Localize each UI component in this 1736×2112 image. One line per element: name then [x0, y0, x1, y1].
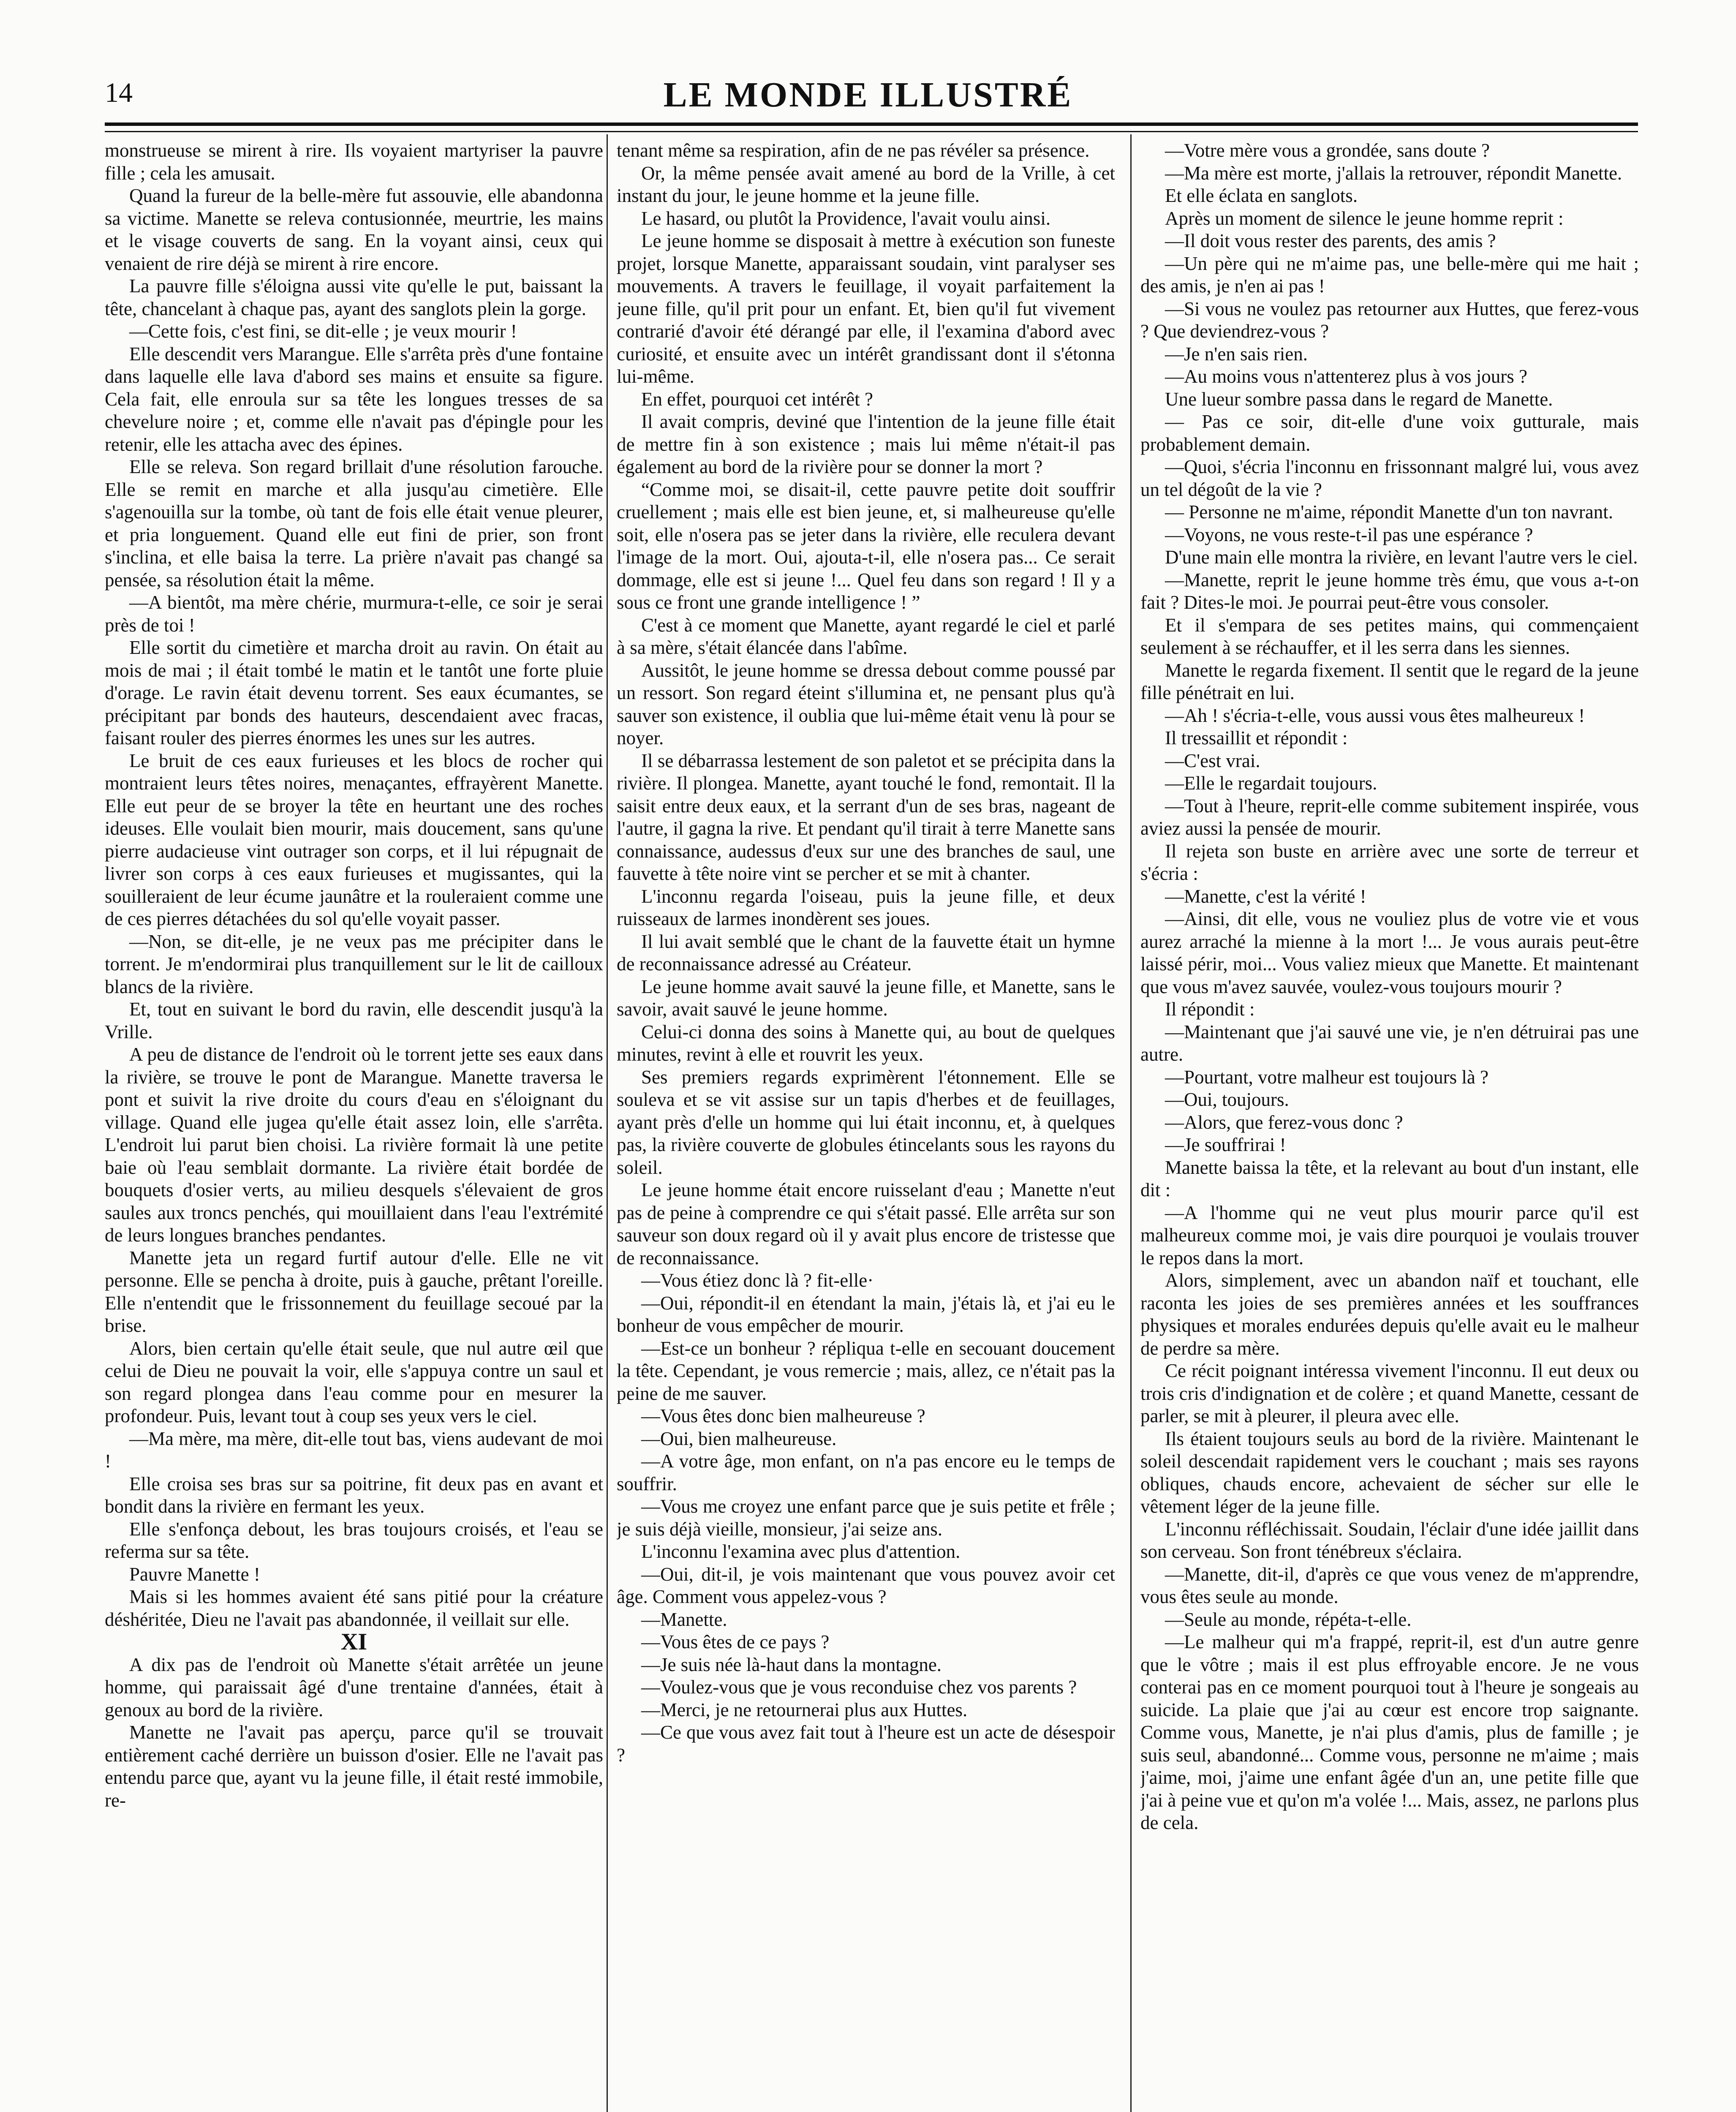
- paragraph: Ce récit poignant intéressa vivement l'inconnu. Il eut deux ou trois cris d'indignation et de colère ; et quand Manette, cessant de parler, se mit à pleurer, il pleura avec elle.: [1140, 1360, 1639, 1426]
- paragraph: —Oui, toujours.: [1165, 1089, 1289, 1110]
- header-rule: [105, 122, 1638, 126]
- text-column-3: [1140, 139, 1639, 2112]
- paragraph: Or, la même pensée avait amené au bord de la Vrille, à cet instant du jour, le jeune homme et la jeune fille.: [617, 162, 1115, 206]
- paragraph: —Manette, reprit le jeune homme très ému, que vous a-t-on fait ? Dites-le moi. Je pourrai peut-être vous consoler.: [1140, 569, 1639, 613]
- paragraph: —Alors, que ferez-vous donc ?: [1165, 1111, 1403, 1133]
- paragraph: Le bruit de ces eaux furieuses et les blocs de rocher qui montraient leurs têtes noires, menaçantes, effrayèrent Manette. Elle eut peur de se broyer la tête en heurtant une des roches ideuses. Elle voulait bien mourir, mais doucement, sans qu'une pierre audacieuse vint outrager son corps, et il lui répugnait de livrer son corps à ces eaux furieuses et mugissantes, qui la souilleraient de leur écume jaunâtre et la rouleraient comme une de ces pierres détachées du sol qu'elle voyait passer.: [105, 750, 603, 929]
- paragraph: Il répondit :: [1165, 999, 1255, 1020]
- paragraph: A dix pas de l'endroit où Manette s'était arrêtée un jeune homme, qui paraissait âgé d'une trentaine d'années, était à genoux au bord de la rivière.: [105, 1654, 603, 1720]
- paragraph: Il avait compris, deviné que l'intention de la jeune fille était de mettre fin à son existence ; mais lui même n'était-il pas également au bord de la rivière pour se donner la mort ?: [617, 411, 1115, 477]
- paragraph: —C'est vrai.: [1165, 750, 1260, 771]
- paragraph: —Maintenant que j'ai sauvé une vie, je n'en détruirai pas une autre.: [1140, 1021, 1639, 1065]
- paragraph: —Merci, je ne retournerai plus aux Huttes.: [641, 1699, 968, 1720]
- paragraph: —Ma mère, ma mère, dit-elle tout bas, viens audevant de moi !: [105, 1428, 603, 1472]
- paragraph: Mais si les hommes avaient été sans pitié pour la créature déshéritée, Dieu ne l'avait pas abandonnée, il veillait sur elle.: [105, 1586, 603, 1630]
- paragraph: Elle s'enfonça debout, les bras toujours croisés, et l'eau se referma sur sa tête.: [105, 1518, 603, 1562]
- paragraph: Le jeune homme avait sauvé la jeune fille, et Manette, sans le savoir, avait sauvé le jeune homme.: [617, 976, 1115, 1020]
- paragraph: “Comme moi, se disait-il, cette pauvre petite doit souffrir cruellement ; mais elle est bien jeune, et, si malheureuse qu'elle soit, elle n'osera pas se jeter dans la rivière, elle reculera devant l'image de la mort. Oui, ajouta-t-il, elle n'osera pas... Ce serait dommage, elle est si jeune !... Quel feu dans son regard ! Il y a sous ce front une grande intelligence ! ”: [617, 479, 1115, 613]
- paragraph: —A bientôt, ma mère chérie, murmura-t-elle, ce soir je serai près de toi !: [105, 592, 603, 636]
- paragraph: — Pas ce soir, dit-elle d'une voix gutturale, mais probablement demain.: [1140, 411, 1639, 455]
- paragraph: —Le malheur qui m'a frappé, reprit-il, est d'un autre genre que le vôtre ; mais il est plus effroyable encore. Je ne vous conterai pas en ce moment pourquoi tout à l'heure je songeais au suicide. La plaie que j'ai au cœur est encore trop saignante. Comme vous, Manette, je n'ai plus d'amis, plus de famille ; je suis seul, abandonné... Comme vous, personne ne m'aime ; mais j'aime, moi, j'aime une enfant âgée d'un an, une petite fille que j'ai à peine vue et qu'on m'a volée !... Mais, assez, ne parlons plus de cela.: [1140, 1631, 1639, 1833]
- paragraph: Et, tout en suivant le bord du ravin, elle descendit jusqu'à la Vrille.: [105, 999, 603, 1042]
- paragraph: Celui-ci donna des soins à Manette qui, au bout de quelques minutes, revint à elle et rouvrit les yeux.: [617, 1021, 1115, 1065]
- paragraph: —Quoi, s'écria l'inconnu en frissonnant malgré lui, vous avez un tel dégoût de la vie ?: [1140, 456, 1639, 500]
- paragraph: Manette le regarda fixement. Il sentit que le regard de la jeune fille pénétrait en lui.: [1140, 659, 1639, 703]
- paragraph: —Au moins vous n'attenterez plus à vos jours ?: [1165, 366, 1527, 387]
- paragraph: Elle sortit du cimetière et marcha droit au ravin. On était au mois de mai ; il était tombé le matin et le tantôt une forte pluie d'orage. Le ravin était devenu torrent. Ses eaux écumantes, se précipitant par bonds des hauteurs, descendaient avec fracas, faisant rouler des pierres énormes les unes sur les autres.: [105, 637, 603, 748]
- paragraph: Manette ne l'avait pas aperçu, parce qu'il se trouvait entièrement caché derrière un buisson d'osier. Elle ne l'avait pas entendu parce que, ayant vu la jeune fille, il était resté immobile, re-: [105, 1722, 603, 1811]
- paragraph: —Un père qui ne m'aime pas, une belle-mère qui me hait ; des amis, je n'en ai pas !: [1140, 253, 1639, 297]
- paragraph: Elle croisa ses bras sur sa poitrine, fit deux pas en avant et bondit dans la rivière en fermant les yeux.: [105, 1473, 603, 1517]
- paragraph: D'une main elle montra la rivière, en levant l'autre vers le ciel.: [1165, 547, 1638, 568]
- paragraph: —Voulez-vous que je vous reconduise chez vos parents ?: [641, 1677, 1077, 1698]
- paragraph: —Manette, c'est la vérité !: [1165, 885, 1366, 907]
- text-column-1: [105, 139, 603, 2112]
- paragraph: Aussitôt, le jeune homme se dressa debout comme poussé par un ressort. Son regard éteint s'illumina et, ne pensant plus qu'à sauver son existence, il oublia que lui-même était venu là pour se noyer.: [617, 659, 1115, 748]
- paragraph: —Il doit vous rester des parents, des amis ?: [1165, 230, 1496, 251]
- page-number: 14: [105, 77, 133, 108]
- paragraph: Elle descendit vers Marangue. Elle s'arrêta près d'une fontaine dans laquelle elle lava d'abord ses mains et ensuite sa figure. Cela fait, elle enroula sur sa tête les longues tresses de sa chevelure noire ; et, comme elle n'avait pas d'épingle pour les retenir, elle les attacha avec des épines.: [105, 343, 603, 455]
- chapter-heading: XI: [340, 1629, 367, 1655]
- paragraph: Une lueur sombre passa dans le regard de Manette.: [1165, 388, 1553, 410]
- paragraph: —Je souffrirai !: [1165, 1134, 1286, 1155]
- paragraph: —A l'homme qui ne veut plus mourir parce qu'il est malheureux comme moi, je vais dire pourquoi je voulais trouver le repos dans la mort.: [1140, 1202, 1639, 1268]
- paragraph: —Oui, répondit-il en étendant la main, j'étais là, et j'ai eu le bonheur de vous empêcher de mourir.: [617, 1292, 1115, 1336]
- paragraph: Après un moment de silence le jeune homme reprit :: [1165, 207, 1564, 229]
- paragraph: —Si vous ne voulez pas retourner aux Huttes, que ferez-vous ? Que deviendrez-vous ?: [1140, 298, 1639, 342]
- paragraph: —Seule au monde, répéta-t-elle.: [1165, 1608, 1412, 1630]
- paragraph: Il lui avait semblé que le chant de la fauvette était un hymne de reconnaissance adressé au Créateur.: [617, 931, 1115, 974]
- paragraph: —Votre mère vous a grondée, sans doute ?: [1165, 140, 1490, 161]
- paragraph: Et il s'empara de ses petites mains, qui commençaient seulement à se réchauffer, et il les serra dans les siennes.: [1140, 614, 1639, 658]
- paragraph: —Cette fois, c'est fini, se dit-elle ; je veux mourir !: [129, 321, 517, 342]
- paragraph: Le jeune homme était encore ruisselant d'eau ; Manette n'eut pas de peine à comprendre ce qui s'était passé. Elle arrêta sur son sauveur son doux regard où il y avait plus encore de tristesse que de reconnaissance.: [617, 1179, 1115, 1268]
- paragraph: Le hasard, ou plutôt la Providence, l'avait voulu ainsi.: [641, 207, 1051, 229]
- paragraph: —Oui, bien malheureuse.: [641, 1428, 837, 1449]
- paragraph: Le jeune homme se disposait à mettre à exécution son funeste projet, lorsque Manette, apparaissant soudain, vint paralyser ses mouvements. A travers le feuillage, il voyait parfaitement la jeune fille, qu'il prit pour un enfant. Et, bien qu'il fut vivement contrarié d'avoir été dérangé par elle, il l'examina d'abord avec curiosité, et ensuite avec un intérêt grandissant dont il s'étonna lui-même.: [617, 230, 1115, 387]
- paragraph: Ses premiers regards exprimèrent l'étonnement. Elle se souleva et se vit assise sur un tapis d'herbes et de feuillages, ayant près d'elle un homme qui lui était inconnu, et, à quelques pas, la rivière couverte de globules étincelants sous les rayons du soleil.: [617, 1066, 1115, 1178]
- paragraph: —Ainsi, dit elle, vous ne vouliez plus de votre vie et vous aurez arraché la mienne à la mort !... Je vous aurais peut-être laissé périr, moi... Vous valiez mieux que Manette. Et maintenant que vous m'avez sauvée, voulez-vous toujours mourir ?: [1140, 908, 1639, 997]
- paragraph: —Manette.: [641, 1608, 727, 1630]
- paragraph: Ils étaient toujours seuls au bord de la rivière. Maintenant le soleil descendait rapidement vers le couchant ; mais ses rayons obliques, chauds encore, achevaient de sécher sur elle le vêtement léger de la jeune fille.: [1140, 1428, 1639, 1517]
- paragraph: Alors, simplement, avec un abandon naïf et touchant, elle raconta les joies de ses premières années et les souffrances physiques et morales endurées depuis qu'elle avait eu le malheur de perdre sa mère.: [1140, 1270, 1639, 1359]
- paragraph: L'inconnu réfléchissait. Soudain, l'éclair d'une idée jaillit dans son cerveau. Son front ténébreux s'éclaira.: [1140, 1518, 1639, 1562]
- paragraph: —Pourtant, votre malheur est toujours là ?: [1165, 1066, 1489, 1088]
- paragraph: —Vous étiez donc là ? fit-elle·: [641, 1270, 874, 1291]
- paragraph: L'inconnu l'examina avec plus d'attention.: [641, 1541, 961, 1562]
- paragraph: —Je n'en sais rien.: [1165, 343, 1308, 365]
- paragraph: —Vous êtes de ce pays ?: [641, 1631, 830, 1652]
- paragraph: —Elle le regardait toujours.: [1165, 773, 1377, 794]
- paragraph: —Vous êtes donc bien malheureuse ?: [641, 1405, 925, 1426]
- paragraph: —Vous me croyez une enfant parce que je suis petite et frêle ; je suis déjà vieille, monsieur, j'ai seize ans.: [617, 1496, 1115, 1540]
- paragraph: —Je suis née là-haut dans la montagne.: [641, 1654, 942, 1675]
- column-divider: [1130, 134, 1132, 2112]
- paragraph: Il se débarrassa lestement de son paletot et se précipita dans la rivière. Il plongea. Manette, ayant touché le fond, remontait. Il la saisit entre deux eaux, et la serrant d'un de ses bras, nageant de l'autre, il gagna la rive. Et pendant qu'il tirait à terre Manette sans connaissance, audessus d'eux sur une des branches de saul, une fauvette à tête noire vint se percher et se mit à chanter.: [617, 750, 1115, 884]
- paragraph: Il rejeta son buste en arrière avec une sorte de terreur et s'écria :: [1140, 840, 1639, 884]
- paragraph: —Non, se dit-elle, je ne veux pas me précipiter dans le torrent. Je m'endormirai plus tranquillement sur le lit de cailloux blancs de la rivière.: [105, 931, 603, 997]
- paragraph: — Personne ne m'aime, répondit Manette d'un ton navrant.: [1165, 501, 1613, 523]
- paragraph: —Ce que vous avez fait tout à l'heure est un acte de désespoir ?: [617, 1722, 1115, 1766]
- paragraph: —Tout à l'heure, reprit-elle comme subitement inspirée, vous aviez aussi la pensée de mourir.: [1140, 795, 1639, 839]
- paragraph: Quand la fureur de la belle-mère fut assouvie, elle abandonna sa victime. Manette se releva contusionnée, meurtrie, les mains et le visage couverts de sang. En la voyant ainsi, ceux qui venaient de rire déjà se mirent à rire encore.: [105, 185, 603, 274]
- paragraph: Manette jeta un regard furtif autour d'elle. Elle ne vit personne. Elle se pencha à droite, puis à gauche, prêtant l'oreille. Elle n'entendit que le frissonnement du feuillage secoué par la brise.: [105, 1247, 603, 1336]
- paragraph: Elle se releva. Son regard brillait d'une résolution farouche. Elle se remit en marche et alla jusqu'au cimetière. Elle s'agenouilla sur la tombe, où tant de fois elle était venue pleurer, et pria longuement. Quand elle eut fini de prier, son front s'inclina, et elle baisa la terre. La prière n'avait pas changé sa pensée, sa résolution était la même.: [105, 456, 603, 591]
- paragraph: Manette baissa la tête, et la relevant au bout d'un instant, elle dit :: [1140, 1157, 1639, 1200]
- paragraph: Et elle éclata en sanglots.: [1165, 185, 1358, 206]
- paragraph: tenant même sa respiration, afin de ne pas révéler sa présence.: [617, 140, 1090, 161]
- paragraph: Il tressaillit et répondit :: [1165, 727, 1348, 748]
- paragraph: monstrueuse se mirent à rire. Ils voyaient martyriser la pauvre fille ; cela les amusait.: [105, 140, 603, 184]
- paragraph: L'inconnu regarda l'oiseau, puis la jeune fille, et deux ruisseaux de larmes inondèrent ses joues.: [617, 885, 1115, 929]
- paragraph: C'est à ce moment que Manette, ayant regardé le ciel et parlé à sa mère, s'était élancée dans l'abîme.: [617, 614, 1115, 658]
- paragraph: A peu de distance de l'endroit où le torrent jette ses eaux dans la rivière, se trouve le pont de Marangue. Manette traversa le pont et suivit la rive droite du cours d'eau en s'éloignant du village. Quand elle jugea qu'elle était assez loin, elle s'arrêta. L'endroit lui parut bien choisi. La rivière formait là une petite baie où l'eau semblait dormante. La rivière était bordée de bouquets d'osier verts, au milieu desquels s'élevaient de gros saules aux troncs penchés, qui mouillaient dans l'eau l'extrémité de leurs longues branches pendantes.: [105, 1044, 603, 1246]
- masthead-title: LE MONDE ILLUSTRÉ: [663, 75, 1073, 114]
- paragraph: Alors, bien certain qu'elle était seule, que nul autre œil que celui de Dieu ne pouvait la voir, elle s'appuya contre un saul et son regard plongea dans l'eau comme pour en mesurer la profondeur. Puis, levant tout à coup ses yeux vers le ciel.: [105, 1337, 603, 1426]
- paragraph: La pauvre fille s'éloigna aussi vite qu'elle le put, baissant la tête, chancelant à chaque pas, ayant des sanglots plein la gorge.: [105, 275, 603, 319]
- paragraph: Pauvre Manette !: [129, 1563, 260, 1585]
- paragraph: —A votre âge, mon enfant, on n'a pas encore eu le temps de souffrir.: [617, 1451, 1115, 1494]
- text-column-2: [617, 139, 1115, 2112]
- column-divider: [607, 134, 608, 2112]
- paragraph: En effet, pourquoi cet intérêt ?: [641, 388, 873, 410]
- header-rule-thin: [105, 131, 1638, 132]
- paragraph: —Ah ! s'écria-t-elle, vous aussi vous êtes malheureux !: [1165, 705, 1585, 726]
- paragraph: —Voyons, ne vous reste-t-il pas une espérance ?: [1165, 524, 1533, 545]
- paragraph: —Oui, dit-il, je vois maintenant que vous pouvez avoir cet âge. Comment vous appelez-vous ?: [617, 1563, 1115, 1607]
- paragraph: —Est-ce un bonheur ? répliqua t-elle en secouant doucement la tête. Cependant, je vous remercie ; mais, allez, ce n'était pas la peine de me sauver.: [617, 1337, 1115, 1404]
- paragraph: —Ma mère est morte, j'allais la retrouver, répondit Manette.: [1165, 162, 1622, 184]
- paragraph: —Manette, dit-il, d'après ce que vous venez de m'apprendre, vous êtes seule au monde.: [1140, 1563, 1639, 1607]
